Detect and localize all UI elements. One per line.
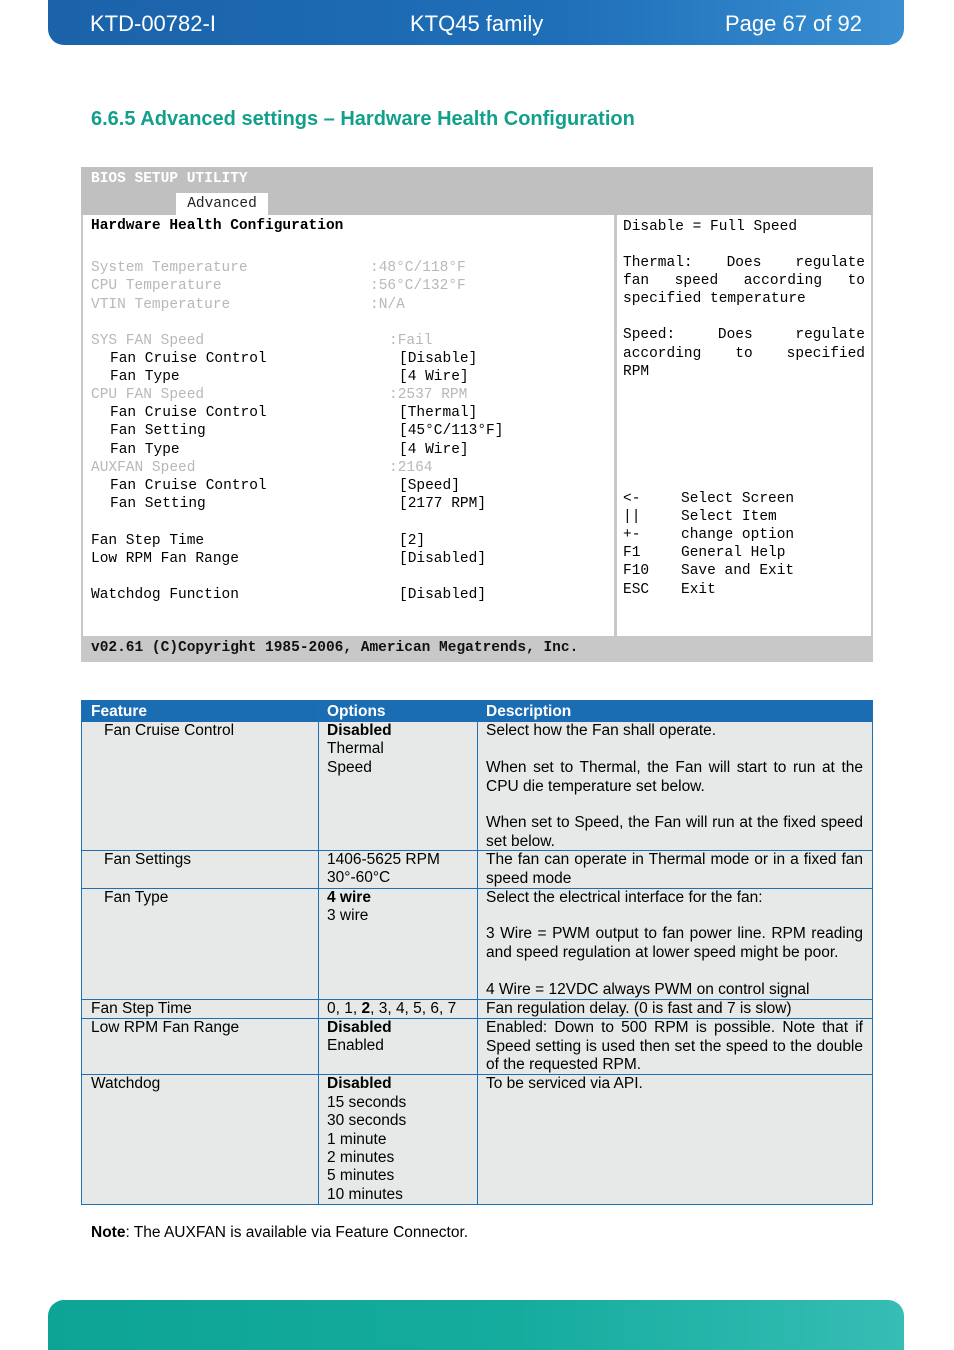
row-fan-type-desc-3: 4 Wire = 12VDC always PWM on control signal (486, 981, 810, 998)
key-general-help: General Help (681, 545, 786, 561)
fan-step-time-label[interactable]: Fan Step Time (91, 533, 205, 549)
row-fan-cruise-opt-1: Disabled (327, 722, 392, 739)
bios-help-pane (617, 215, 871, 636)
sys-fan-cruise-value[interactable]: [Disable] (399, 351, 478, 367)
header-feature: Feature (82, 701, 327, 722)
key-plusminus: +- (623, 527, 641, 543)
cpu-temp-value: :56°C/132°F (370, 278, 466, 294)
row-watchdog-opt-7: 10 minutes (327, 1186, 403, 1203)
help-speed-3: RPM (623, 364, 650, 380)
row-watchdog-opt-5: 2 minutes (327, 1149, 395, 1166)
key-change-option: change option (681, 527, 795, 543)
help-disable-line: Disable = Full Speed (623, 219, 798, 235)
key-select-item: Select Item (681, 509, 777, 525)
key-esc: ESC (623, 582, 650, 598)
row-fan-cruise-desc-2: When set to Thermal, the Fan will start to run at the CPU die temperature set below. (486, 759, 863, 795)
row-watchdog-desc: To be serviced via API. (486, 1075, 643, 1092)
watchdog-value[interactable]: [Disabled] (399, 587, 487, 603)
key-left-arrow: <- (623, 491, 641, 507)
bios-copyright: v02.61 (C)Copyright 1985-2006, American Megatrends, Inc. (91, 640, 579, 656)
sys-fan-type-label[interactable]: Fan Type (110, 369, 180, 385)
cpu-fan-type-value[interactable]: [4 Wire] (399, 442, 469, 458)
row-fan-step-desc: Fan regulation delay. (0 is fast and 7 is slow) (486, 1000, 792, 1017)
bios-utility-title: BIOS SETUP UTILITY (91, 171, 248, 187)
key-updown: || (623, 509, 641, 525)
help-thermal-2: fan speed according to (623, 273, 865, 289)
page-header (48, 0, 904, 45)
header-options: Options (319, 701, 477, 722)
cpu-fan-setting-value[interactable]: [45°C/113°F] (399, 423, 504, 439)
row-fan-settings-desc: The fan can operate in Thermal mode or in a fixed fan speed mode (486, 851, 863, 887)
sys-fan-speed-label: SYS FAN Speed (91, 333, 205, 349)
row-fan-type-feature: Fan Type (104, 889, 169, 906)
cpu-fan-setting-label[interactable]: Fan Setting (110, 423, 206, 439)
bios-screen (81, 167, 873, 662)
help-thermal-3: specified temperature (623, 291, 806, 307)
key-f1: F1 (623, 545, 641, 561)
row-fan-cruise-desc-1: Select how the Fan shall operate. (486, 722, 717, 739)
row-low-rpm-opt-2: Enabled (327, 1037, 384, 1054)
row-watchdog-opt-4: 1 minute (327, 1131, 387, 1148)
page-footer-bar (48, 1300, 904, 1350)
row-low-rpm-desc: Enabled: Down to 500 RPM is possible. Note that if Speed setting is used then set the speed to the double of the requested RPM. (486, 1019, 863, 1073)
help-speed-2: according to specified (623, 346, 865, 362)
aux-fan-speed-value: :2164 (389, 460, 433, 476)
row-fan-step-options: 0, 1, 2, 3, 4, 5, 6, 7 (327, 1000, 457, 1017)
row-watchdog-opt-1: Disabled (327, 1075, 392, 1092)
row-fan-settings-opt-1: 1406-5625 RPM (327, 851, 440, 868)
system-temp-value: :48°C/118°F (370, 260, 466, 276)
bios-settings-pane (83, 215, 614, 636)
row-watchdog-feature: Watchdog (91, 1075, 161, 1092)
row-watchdog-opt-6: 5 minutes (327, 1167, 395, 1184)
watchdog-label[interactable]: Watchdog Function (91, 587, 239, 603)
cpu-fan-cruise-label[interactable]: Fan Cruise Control (110, 405, 267, 421)
row-fan-type-opt-2: 3 wire (327, 907, 369, 924)
fan-step-time-value[interactable]: [2] (399, 533, 426, 549)
note-label: Note (91, 1224, 126, 1241)
row-low-rpm-opt-1: Disabled (327, 1019, 392, 1036)
bios-topbar (81, 167, 873, 215)
row-fan-settings-feature: Fan Settings (104, 851, 192, 868)
aux-fan-setting-value[interactable]: [2177 RPM] (399, 496, 487, 512)
row-fan-cruise-desc-3: When set to Speed, the Fan will run at the fixed speed set below. (486, 814, 863, 850)
sys-fan-type-value[interactable]: [4 Wire] (399, 369, 469, 385)
note-text: : The AUXFAN is available via Feature Connector. (125, 1224, 469, 1241)
row-fan-cruise-opt-3: Speed (327, 759, 372, 776)
cpu-fan-speed-value: :2537 RPM (389, 387, 468, 403)
key-exit: Exit (681, 582, 716, 598)
vtin-temp-value: :N/A (370, 297, 405, 313)
aux-fan-cruise-label[interactable]: Fan Cruise Control (110, 478, 267, 494)
row-watchdog-opt-2: 15 seconds (327, 1094, 407, 1111)
sys-fan-cruise-label[interactable]: Fan Cruise Control (110, 351, 267, 367)
system-temp-label: System Temperature (91, 260, 248, 276)
key-save-exit: Save and Exit (681, 563, 795, 579)
document-id: KTD-00782-I (90, 11, 216, 36)
row-low-rpm-feature: Low RPM Fan Range (91, 1019, 240, 1036)
key-f10: F10 (623, 563, 650, 579)
low-rpm-value[interactable]: [Disabled] (399, 551, 487, 567)
note (91, 1224, 468, 1242)
row-fan-type-opt-1: 4 wire (327, 889, 371, 906)
cpu-temp-label: CPU Temperature (91, 278, 222, 294)
aux-fan-cruise-value[interactable]: [Speed] (399, 478, 460, 494)
tab-advanced[interactable]: Advanced (176, 193, 268, 215)
aux-fan-setting-label[interactable]: Fan Setting (110, 496, 206, 512)
vtin-temp-label: VTIN Temperature (91, 297, 231, 313)
row-watchdog-opt-3: 30 seconds (327, 1112, 407, 1129)
bios-heading: Hardware Health Configuration (91, 218, 344, 234)
row-fan-settings-opt-2: 30°-60°C (327, 869, 391, 886)
sys-fan-speed-value: :Fail (389, 333, 433, 349)
cpu-fan-type-label[interactable]: Fan Type (110, 442, 180, 458)
cpu-fan-cruise-value[interactable]: [Thermal] (399, 405, 478, 421)
row-fan-step-feature: Fan Step Time (91, 1000, 192, 1017)
row-fan-cruise-opt-2: Thermal (327, 740, 384, 757)
product-family: KTQ45 family (410, 11, 544, 36)
page-number: Page 67 of 92 (724, 11, 862, 36)
feature-table (81, 700, 873, 1205)
help-speed-1: Speed: Does regulate (623, 327, 865, 343)
row-fan-type-desc-2: 3 Wire = PWM output to fan power line. RPM reading and speed regulation at lower speed might be poor. (486, 925, 863, 961)
row-fan-cruise-feature: Fan Cruise Control (104, 722, 235, 739)
aux-fan-speed-label: AUXFAN Speed (91, 460, 196, 476)
help-thermal-1: Thermal: Does regulate (623, 255, 865, 271)
header-description: Description (478, 701, 872, 722)
cpu-fan-speed-label: CPU FAN Speed (91, 387, 205, 403)
section-title: 6.6.5 Advanced settings – Hardware Health Configuration (91, 108, 635, 130)
key-select-screen: Select Screen (681, 491, 795, 507)
low-rpm-label[interactable]: Low RPM Fan Range (91, 551, 239, 567)
row-fan-type-desc-1: Select the electrical interface for the fan: (486, 889, 763, 906)
